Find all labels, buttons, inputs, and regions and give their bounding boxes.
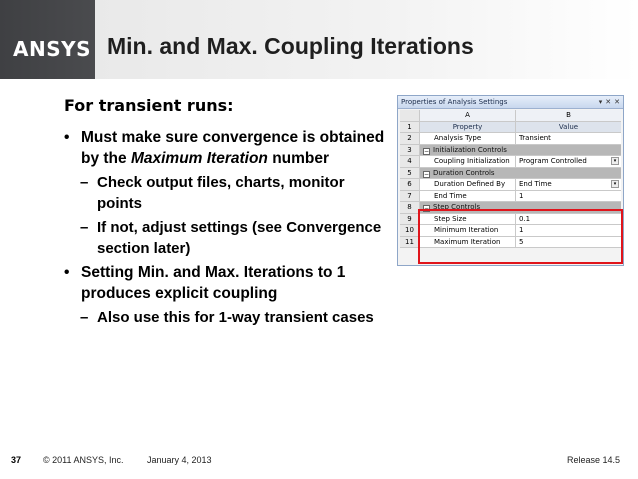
row-number: 6 — [400, 179, 420, 190]
page-number: 37 — [11, 455, 22, 465]
value-select[interactable] — [516, 156, 621, 167]
row-number: 8 — [400, 202, 420, 213]
panel-menu-icon[interactable]: ▾ — [598, 98, 603, 106]
subbullet-text-continued: points — [97, 195, 142, 212]
subbullet-text: – Also use this for 1-way transient cases — [97, 309, 374, 326]
bullet-convergence — [64, 127, 394, 169]
subbullet-text-continued: section later) — [97, 240, 191, 257]
row-number: 5 — [400, 168, 420, 179]
value-cell[interactable]: 1 — [516, 191, 621, 202]
subbullet-check-output — [64, 172, 394, 214]
subbullet-one-way — [64, 307, 394, 328]
panel-title: Properties of Analysis Settings — [401, 98, 508, 106]
value-cell[interactable]: 0.1 — [516, 214, 621, 225]
column-a-header: A — [420, 110, 516, 121]
panel-close-icon[interactable]: ✕ — [614, 98, 620, 106]
subbullet-text: – If not, adjust settings (see Convergence — [97, 219, 382, 236]
release-label: Release 14.5 — [566, 455, 620, 465]
slide-title: Min. and Max. Coupling Iterations — [107, 33, 474, 59]
collapse-icon[interactable]: − — [424, 170, 430, 178]
collapse-icon[interactable]: − — [424, 147, 430, 155]
text-run: number — [267, 150, 330, 167]
property-cell: End Time — [420, 191, 516, 202]
table-row[interactable] — [400, 191, 621, 203]
slide-body — [64, 96, 394, 331]
corner-cell — [400, 110, 420, 121]
value-cell[interactable]: 5 — [516, 237, 621, 248]
table-row[interactable] — [400, 179, 621, 191]
group-row-duration[interactable] — [400, 168, 621, 180]
subbullet-adjust-settings — [64, 217, 394, 259]
property-cell: Minimum Iteration — [420, 225, 516, 236]
group-label — [420, 168, 621, 179]
row-number: 7 — [400, 191, 420, 202]
table-row[interactable] — [400, 133, 621, 145]
section-heading: For transient runs: — [64, 96, 234, 115]
logo-text: ANSYS — [13, 37, 92, 61]
column-b-header: B — [516, 110, 621, 121]
group-text: Initialization Controls — [433, 145, 507, 154]
bullet-text-continued: produces explicit coupling — [81, 285, 278, 302]
table-row — [400, 122, 621, 134]
row-number: 4 — [400, 156, 420, 167]
dropdown-icon[interactable]: ▾ — [611, 157, 619, 165]
property-cell: Step Size — [420, 214, 516, 225]
property-header: Property — [420, 122, 516, 133]
row-number: 1 — [400, 122, 420, 133]
text-run: by the — [81, 150, 131, 167]
panel-controls — [599, 98, 623, 106]
group-row-initialization[interactable] — [400, 145, 621, 157]
property-cell: Duration Defined By — [420, 179, 516, 190]
group-text: Duration Controls — [433, 168, 495, 177]
collapse-icon[interactable]: − — [424, 205, 430, 212]
bullet-text: • Must make sure convergence is obtained — [81, 129, 385, 146]
column-letter-row — [400, 110, 621, 122]
bullet-text-continued — [81, 148, 394, 169]
subbullet-text: – Check output files, charts, monitor — [97, 174, 345, 191]
value-select[interactable] — [516, 179, 621, 190]
value-text: Program Controlled — [519, 157, 587, 165]
value-cell[interactable]: Transient — [516, 133, 621, 144]
property-cell: Coupling Initialization — [420, 156, 516, 167]
group-label — [420, 145, 621, 156]
bullet-explicit-coupling — [64, 262, 394, 304]
step-controls-highlight — [418, 209, 623, 264]
group-text: Step Controls — [433, 203, 481, 211]
value-header: Value — [516, 122, 621, 133]
row-number: 11 — [400, 237, 420, 248]
property-cell: Analysis Type — [420, 133, 516, 144]
row-number: 9 — [400, 214, 420, 225]
ansys-logo — [13, 37, 91, 61]
table-row[interactable] — [400, 156, 621, 168]
panel-titlebar — [398, 96, 623, 109]
dropdown-icon[interactable]: ▾ — [611, 180, 619, 188]
bullet-text: • Setting Min. and Max. Iterations to 1 — [81, 264, 346, 281]
row-number: 10 — [400, 225, 420, 236]
row-number: 2 — [400, 133, 420, 144]
panel-pin-icon[interactable]: ✕ — [605, 98, 612, 106]
slide-header — [0, 0, 638, 79]
value-text: End Time — [519, 180, 552, 188]
italic-term: Maximum Iteration — [130, 150, 268, 167]
value-cell[interactable]: 1 — [516, 225, 621, 236]
property-cell: Maximum Iteration — [420, 237, 516, 248]
row-number: 3 — [400, 145, 420, 156]
slide-date: January 4, 2013 — [147, 455, 212, 465]
copyright: © 2011 ANSYS, Inc. — [43, 455, 124, 465]
